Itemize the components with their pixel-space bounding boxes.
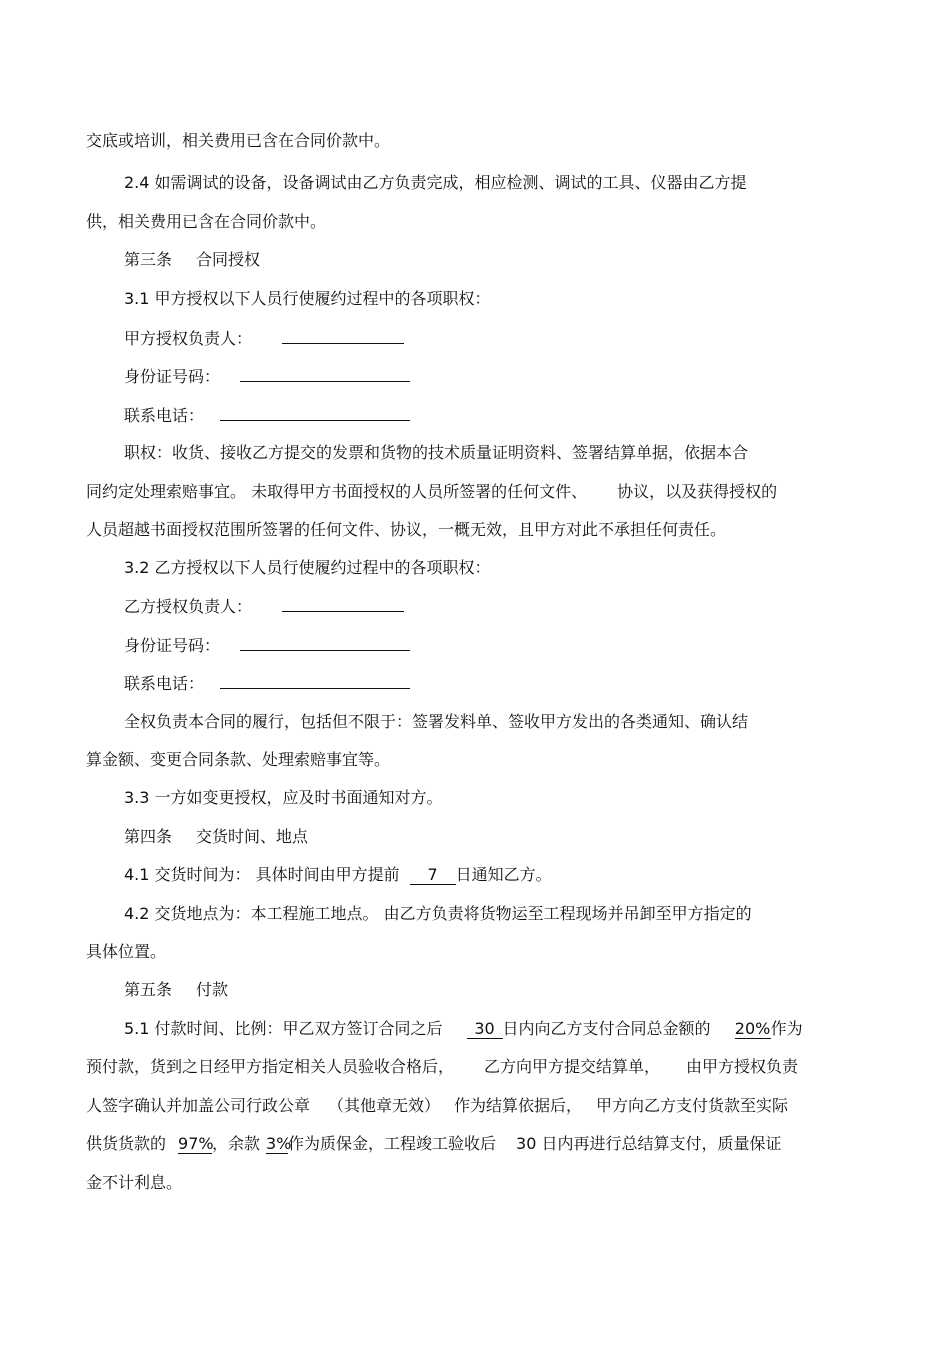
representative-blank [282, 595, 404, 612]
text-segment: 预付款，货到之日经甲方指定相关人员验收合格后， [86, 1057, 455, 1076]
article-number: 第四条 [124, 827, 173, 846]
text-segment: 日通知乙方。 [455, 865, 552, 884]
party-b-id-row [124, 634, 410, 656]
clause-4-2-line2: 具体位置。 [86, 942, 167, 961]
text-segment: ，余款 [212, 1134, 261, 1153]
clause-5-1-line2 [86, 1056, 798, 1078]
text-segment: 乙方向甲方提交结算单， [484, 1057, 661, 1076]
text-segment: 甲方向乙方支付货款至实际 [596, 1096, 789, 1115]
clause-2-4-line2: 供，相关费用已含在合同价款中。 [86, 212, 327, 231]
text-segment: （其他章无效） [328, 1096, 441, 1115]
clause-5-1-line4 [86, 1133, 782, 1155]
party-a-duty-line2 [86, 481, 777, 503]
party-b-duty-line2: 算金额、变更合同条款、处理索赔事宜等。 [86, 750, 391, 769]
clause-5-1-line1 [124, 1018, 803, 1040]
field-label: 身份证号码： [124, 636, 221, 655]
article-number: 第五条 [124, 980, 173, 999]
party-b-duty-line1: 全权负责本合同的履行，包括但不限于：签署发料单、签收甲方发出的各类通知、确认结 [124, 712, 749, 731]
clause-5-1-line3 [86, 1095, 788, 1117]
party-a-id-row [124, 365, 410, 387]
field-label: 身份证号码： [124, 367, 221, 386]
clause-3-1: 3.1 甲方授权以下人员行使履约过程中的各项职权： [124, 289, 491, 308]
clause-2-4-line1: 2.4 如需调试的设备，设备调试由乙方负责完成，相应检测、调试的工具、仪器由乙方提 [124, 173, 747, 192]
clause-4-2-line1: 4.2 交货地点为：本工程施工地点。 由乙方负责将货物运至工程现场并吊卸至甲方指定的 [124, 904, 752, 923]
field-label: 乙方授权负责人： [124, 597, 253, 616]
field-label: 联系电话： [124, 406, 205, 425]
text-segment: 5.1 付款时间、比例：甲乙双方签订合同之后 [124, 1019, 443, 1038]
article-3-heading [124, 249, 260, 271]
prepay-percent-value: 20% [734, 1019, 771, 1038]
text-segment: 作为质保金，工程竣工验收后 [288, 1134, 497, 1153]
text-segment: 供货货款的 [86, 1134, 167, 1153]
id-number-blank [240, 365, 410, 382]
clause-3-3: 3.3 一方如变更授权，应及时书面通知对方。 [124, 788, 443, 807]
representative-blank [282, 327, 404, 344]
phone-blank [220, 672, 410, 689]
text-segment: 协议，以及获得授权的 [617, 482, 778, 501]
article-5-heading [124, 979, 228, 1001]
text-segment: 日内向乙方支付合同总金额的 [502, 1019, 711, 1038]
article-number: 第三条 [124, 250, 173, 269]
party-b-representative-row [124, 595, 404, 617]
paragraph-line: 交底或培训，相关费用已含在合同价款中。 [86, 131, 391, 150]
party-b-phone-row [124, 672, 410, 694]
text-segment: 人签字确认并加盖公司行政公章 [86, 1096, 311, 1115]
phone-blank [220, 404, 410, 421]
prepay-days-value: 30 [467, 1020, 503, 1039]
notice-days-value: 7 [410, 866, 456, 885]
text-segment: 作为 [770, 1019, 803, 1038]
party-a-phone-row [124, 404, 410, 426]
party-a-representative-row [124, 327, 404, 349]
article-4-heading [124, 826, 308, 848]
text-segment: 4.1 交货时间为： 具体时间由甲方提前 [124, 865, 400, 884]
payment-percent-value: 97% [178, 1134, 214, 1153]
clause-5-1-line5: 金不计利息。 [86, 1173, 183, 1192]
clause-4-1 [124, 864, 552, 886]
field-label: 联系电话： [124, 674, 205, 693]
article-title: 合同授权 [196, 250, 261, 269]
article-title: 交货时间、地点 [196, 827, 309, 846]
article-title: 付款 [196, 980, 229, 999]
id-number-blank [240, 634, 410, 651]
party-a-duty-line3: 人员超越书面授权范围所签署的任何文件、协议，一概无效，且甲方对此不承担任何责任。 [86, 520, 727, 539]
text-segment: 作为结算依据后， [454, 1096, 583, 1115]
text-segment: 同约定处理索赔事宜。 未取得甲方书面授权的人员所签署的任何文件、 [86, 482, 588, 501]
retention-percent-value: 3% [266, 1134, 292, 1153]
text-segment: 由甲方授权负责 [686, 1057, 799, 1076]
field-label: 甲方授权负责人： [124, 329, 253, 348]
clause-3-2: 3.2 乙方授权以下人员行使履约过程中的各项职权： [124, 558, 491, 577]
party-a-duty-line1: 职权：收货、接收乙方提交的发票和货物的技术质量证明资料、签署结算单据，依据本合 [124, 443, 749, 462]
text-segment: 30 日内再进行总结算支付，质量保证 [516, 1134, 782, 1153]
